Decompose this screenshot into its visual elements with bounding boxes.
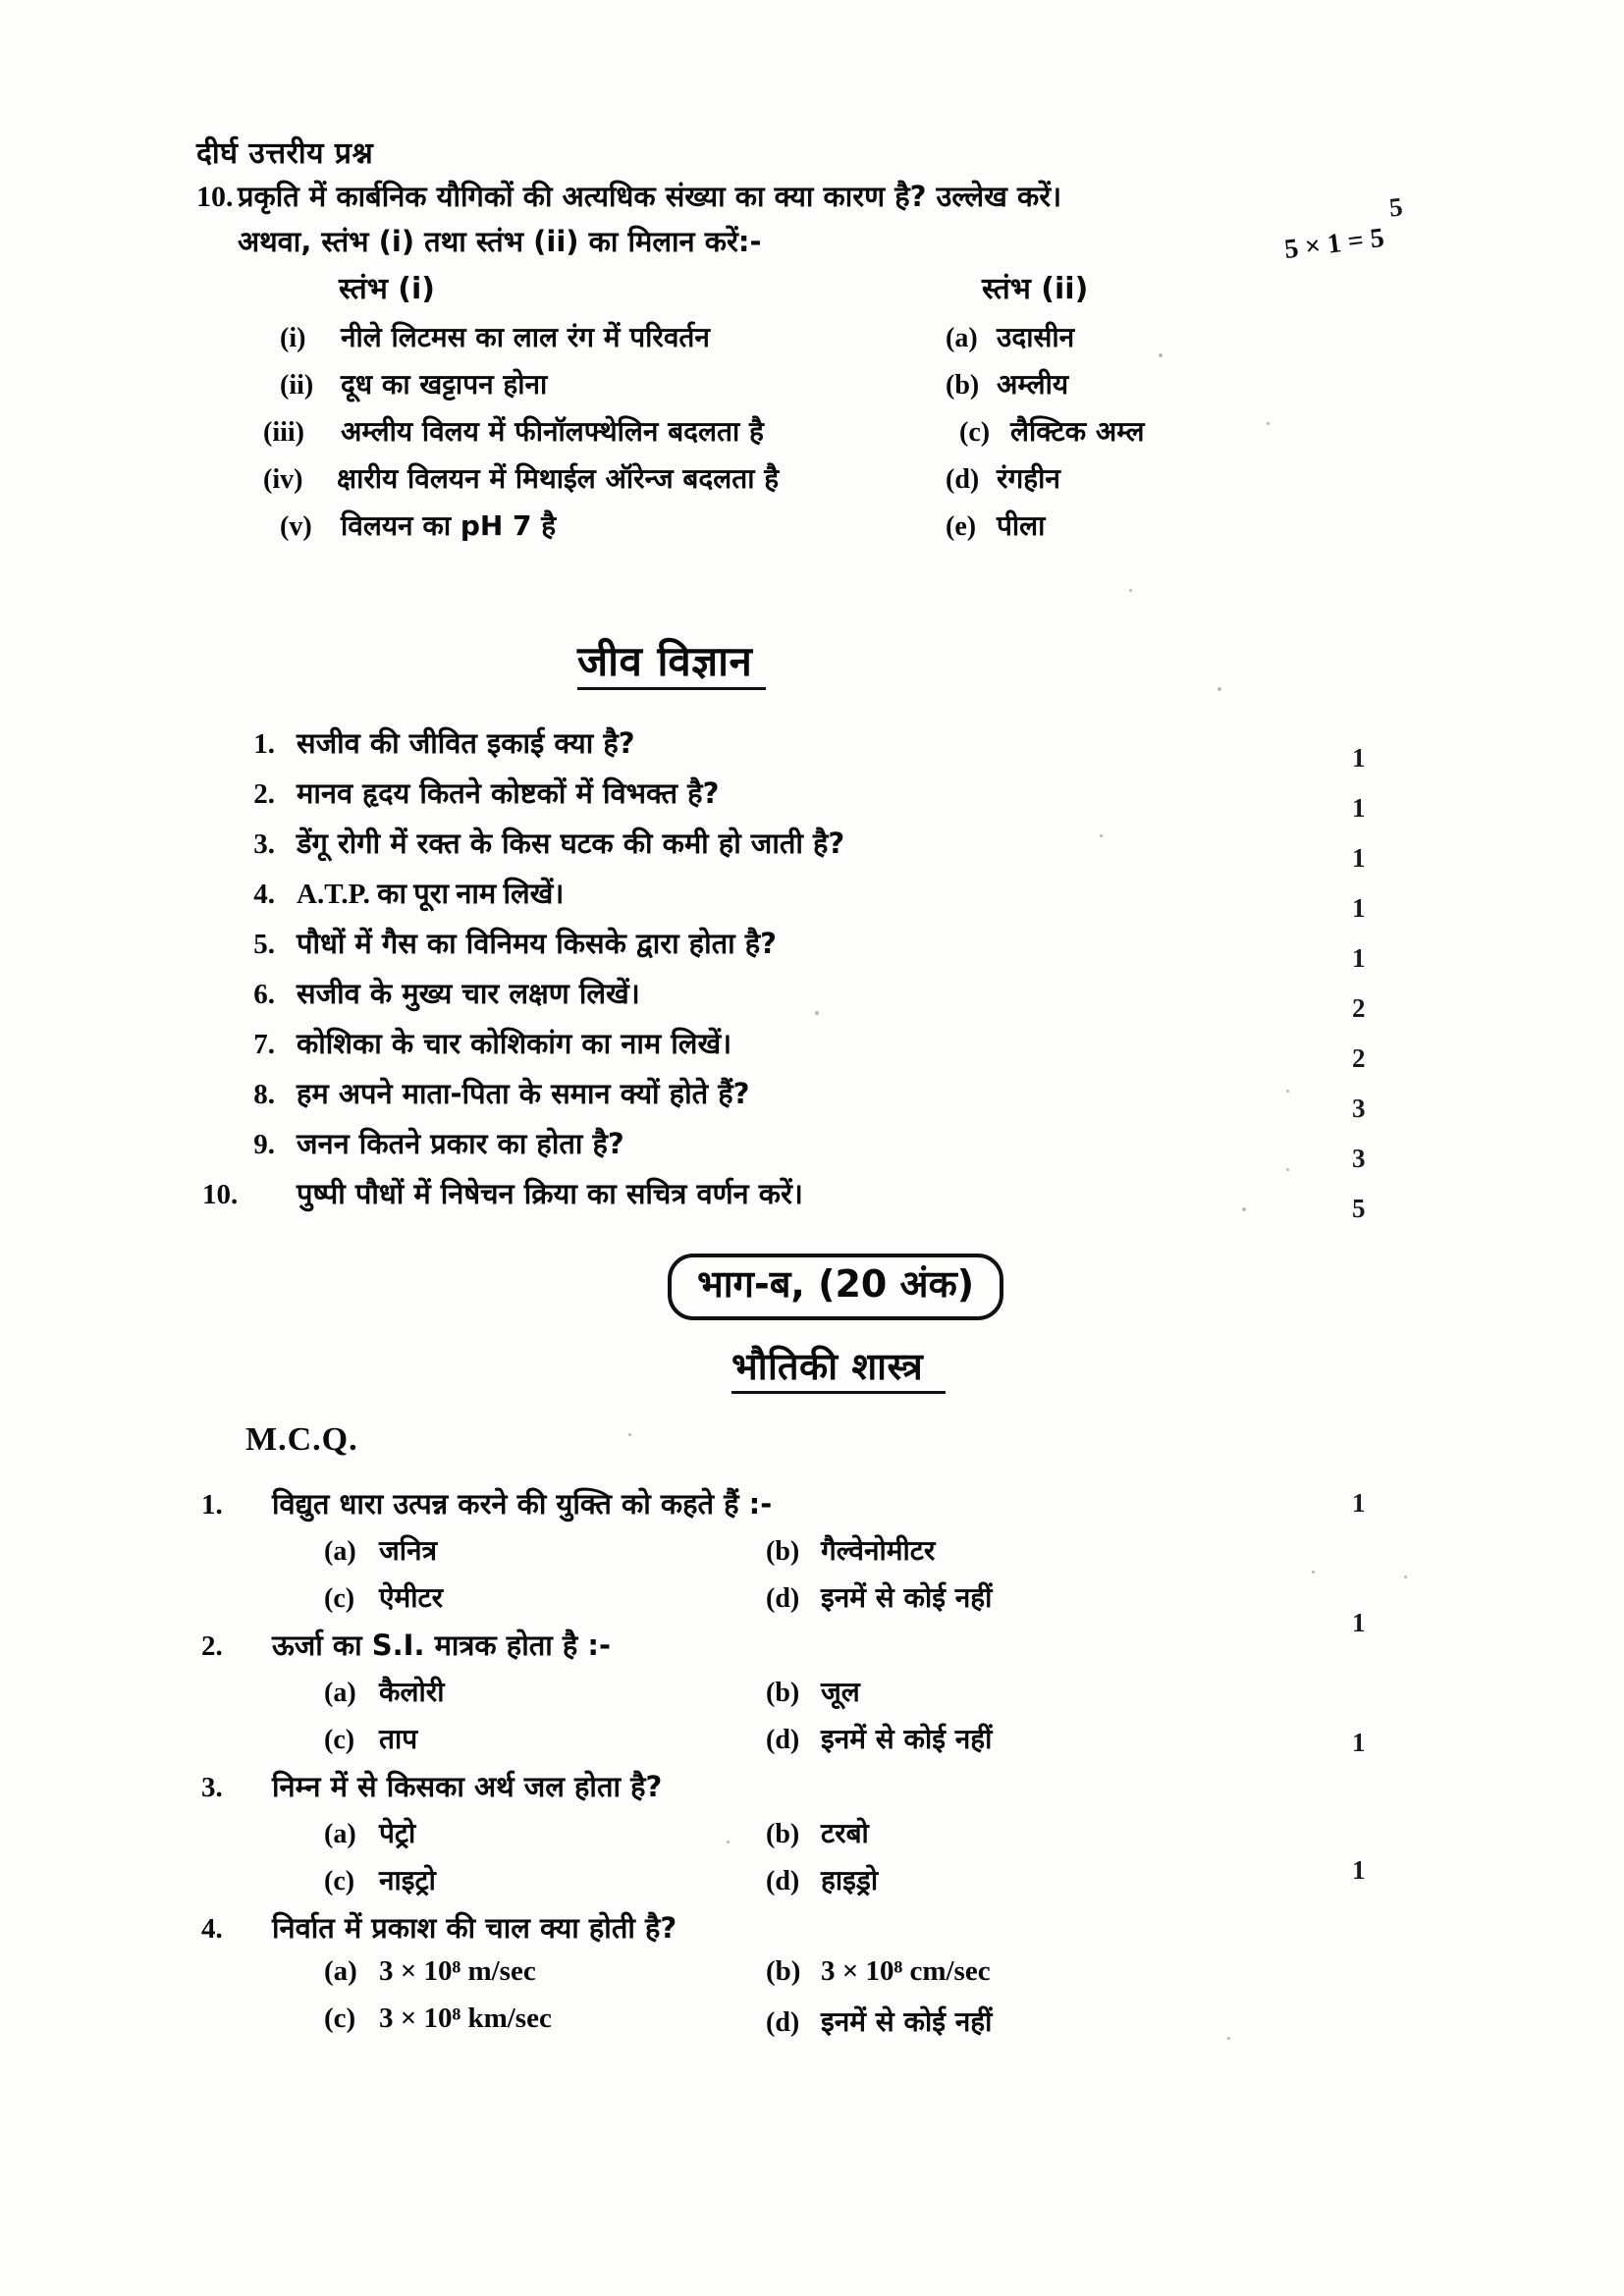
mcq-question-marks: 1 [1352, 1728, 1366, 1757]
mcq-question-text: विद्युत धारा उत्पन्न करने की युक्ति को कहते हैं :- [272, 1487, 773, 1521]
mcq-option-text: टरबो [821, 1817, 869, 1849]
mcq-option-tag: (b) [766, 1819, 800, 1849]
biology-question-row [221, 824, 844, 862]
biology-question-number: 8. [253, 1079, 275, 1110]
mcq-option-text: इनमें से कोई नहीं [821, 1723, 993, 1755]
question-10-marks: 5 [1387, 191, 1404, 223]
question-10-number: 10. [196, 181, 234, 213]
mcq-question-marks: 1 [1352, 1608, 1366, 1637]
mcq-option [324, 1955, 536, 1988]
biology-question-marks: 1 [1352, 943, 1366, 973]
biology-question-number: 10. [202, 1179, 239, 1210]
biology-question-marks: 3 [1352, 1144, 1366, 1173]
mcq-question-text: निम्न में से किसका अर्थ जल होता है? [272, 1770, 663, 1803]
biology-question-marks: 1 [1352, 793, 1366, 823]
mcq-question-marks: 1 [1352, 1488, 1366, 1518]
biology-question-marks: 5 [1352, 1194, 1366, 1223]
biology-question-number: 9. [253, 1129, 275, 1160]
match-left-item [280, 318, 710, 355]
biology-question-row [221, 1074, 749, 1112]
biology-question-number: 6. [253, 979, 275, 1010]
mcq-option [766, 1531, 935, 1569]
match-right-item [946, 507, 1045, 544]
part-b-box: भाग-ब, (20 अंक) [668, 1254, 1003, 1320]
mcq-option-text: 3 × 10⁸ cm/sec [821, 1955, 991, 1987]
mcq-option-tag: (a) [324, 1678, 356, 1708]
match-left-item-tag: (i) [280, 323, 306, 353]
mcq-option-text: जनित्र [379, 1534, 438, 1567]
mcq-option [766, 1814, 869, 1851]
long-answer-heading: दीर्घ उत्तरीय प्रश्न [196, 136, 374, 171]
match-right-item-text: रंगहीन [997, 462, 1060, 495]
mcq-question-row [201, 1908, 677, 1947]
match-left-item-tag: (ii) [280, 370, 314, 400]
mcq-option [324, 1720, 417, 1757]
match-left-item [263, 412, 764, 450]
mcq-option-text: हाइड्रो [821, 1864, 879, 1896]
biology-question-row [221, 1024, 731, 1062]
biology-question-text: डेंगू रोगी में रक्त के किस घटक की कमी हो जाती है? [297, 827, 845, 860]
biology-question-text: जनन कितने प्रकार का होता है? [297, 1127, 624, 1160]
physics-heading-underline [731, 1391, 946, 1394]
match-left-item-text: अम्लीय विलय में फीनॉलफ्थेलिन बदलता है [341, 415, 764, 448]
mcq-option [766, 1861, 878, 1898]
biology-question-text: मानव हृदय कितने कोष्टकों में विभक्त है? [297, 776, 720, 810]
match-right-item-tag: (b) [946, 370, 980, 400]
mcq-question-number: 4. [201, 1913, 223, 1945]
mcq-option-tag: (c) [324, 2002, 356, 2034]
mcq-question-row [201, 1484, 772, 1522]
mcq-option [766, 1720, 992, 1757]
match-right-item [946, 365, 1068, 402]
mcq-option [766, 1673, 860, 1710]
match-right-item [959, 412, 1144, 450]
mcq-option-text: ताप [379, 1723, 418, 1755]
match-left-item-text: विलयन का pH 7 है [341, 509, 557, 542]
mcq-option-text: पेट्रो [379, 1817, 416, 1849]
match-left-item-text: नीले लिटमस का लाल रंग में परिवर्तन [341, 321, 710, 353]
biology-question-number: 1. [253, 728, 275, 760]
mcq-option-tag: (a) [324, 1955, 357, 1987]
mcq-question-marks: 1 [1352, 1855, 1366, 1885]
question-10-text: प्रकृति में कार्बनिक यौगिकों की अत्यधिक संख्या का क्या कारण है? उल्लेख करें। [238, 180, 1062, 213]
biology-question-text: A.T.P. का पूरा नाम लिखें। [297, 879, 565, 910]
match-left-item-text: क्षारीय विलयन में मिथाईल ऑरेन्ज बदलता है [337, 462, 780, 495]
match-right-item-tag: (d) [946, 464, 980, 495]
alternative-text: स्तंभ (i) तथा स्तंभ (ii) का मिलान करें:- [321, 225, 762, 258]
mcq-option-text: ऐमीटर [379, 1581, 444, 1614]
match-right-item-tag: (c) [959, 417, 991, 448]
mcq-option-tag: (a) [324, 1819, 356, 1849]
biology-question-text: सजीव की जीवित इकाई क्या है? [297, 726, 635, 760]
question-10-alternative-row [238, 222, 762, 260]
mcq-question-number: 1. [201, 1489, 223, 1521]
match-right-item [946, 459, 1060, 497]
mcq-question-number: 2. [201, 1630, 223, 1662]
biology-question-marks: 3 [1352, 1094, 1366, 1123]
mcq-option-tag: (b) [766, 1536, 800, 1567]
match-right-item-tag: (a) [946, 323, 978, 353]
mcq-option-text: गैल्वेनोमीटर [821, 1534, 936, 1567]
alternative-prefix: अथवा, [238, 225, 312, 258]
mcq-option-text: इनमें से कोई नहीं [821, 1581, 993, 1614]
mcq-question-text: निर्वात में प्रकाश की चाल क्या होती है? [272, 1911, 677, 1945]
physics-heading: भौतिकी शास्त्र [731, 1345, 924, 1388]
match-left-item [263, 459, 779, 497]
question-10-row [196, 177, 1061, 215]
biology-heading-underline [577, 687, 766, 690]
biology-question-marks: 2 [1352, 1043, 1366, 1073]
biology-question-row [221, 974, 640, 1012]
mcq-option-tag: (a) [324, 1536, 356, 1567]
biology-question-text: हम अपने माता-पिता के समान क्यों होते हैं? [297, 1077, 750, 1110]
biology-question-number: 2. [253, 778, 275, 810]
biology-question-number: 5. [253, 929, 275, 960]
mcq-option-text: 3 × 10⁸ km/sec [379, 2002, 552, 2034]
mcq-option [324, 1861, 436, 1898]
mcq-option [324, 1578, 443, 1616]
mcq-option-tag: (d) [766, 1583, 800, 1614]
biology-question-marks: 1 [1352, 743, 1366, 773]
match-left-item-tag: (v) [280, 511, 312, 542]
biology-question-text: पुष्पी पौधों में निषेचन क्रिया का सचित्र वर्णन करें। [297, 1177, 803, 1210]
mcq-question-row [201, 1767, 662, 1805]
alternative-marks: 5 × 1 = 5 [1282, 222, 1386, 266]
biology-question-text: सजीव के मुख्य चार लक्षण लिखें। [297, 977, 640, 1010]
mcq-option [766, 1578, 992, 1616]
mcq-question-text: ऊर्जा का S.I. मात्रक होता है :- [272, 1629, 611, 1662]
biology-question-row [221, 924, 777, 962]
biology-question-number: 3. [253, 828, 275, 860]
mcq-option-tag: (d) [766, 1725, 800, 1755]
match-right-item-text: उदासीन [997, 321, 1075, 353]
mcq-option-tag: (d) [766, 2007, 800, 2038]
mcq-option-tag: (c) [324, 1725, 355, 1755]
match-column-2-header: स्तंभ (ii) [982, 272, 1089, 306]
mcq-option-tag: (c) [324, 1583, 355, 1614]
mcq-option-tag: (b) [766, 1955, 801, 1987]
mcq-option-text: इनमें से कोई नहीं [821, 2005, 993, 2038]
mcq-option [766, 1955, 991, 1988]
biology-question-row [221, 774, 719, 812]
match-left-item-tag: (iv) [263, 464, 303, 495]
match-left-item-text: दूध का खट्टापन होना [341, 368, 548, 400]
mcq-option-tag: (c) [324, 1866, 355, 1896]
match-right-item-text: अम्लीय [997, 368, 1069, 400]
biology-question-row [221, 874, 564, 912]
mcq-option-text: जूल [821, 1676, 860, 1708]
biology-question-row [221, 723, 635, 762]
mcq-question-number: 3. [201, 1772, 223, 1803]
biology-question-row [221, 1124, 624, 1162]
biology-question-marks: 1 [1352, 893, 1366, 923]
match-left-item-tag: (iii) [263, 417, 304, 448]
mcq-option [324, 2002, 552, 2035]
match-right-item-tag: (e) [946, 511, 977, 542]
mcq-label: M.C.Q. [245, 1421, 358, 1458]
biology-question-row [202, 1174, 803, 1212]
mcq-option [324, 1673, 444, 1710]
match-right-item-text: पीला [997, 509, 1046, 542]
biology-question-number: 7. [253, 1029, 275, 1060]
biology-question-text: कोशिका के चार कोशिकांग का नाम लिखें। [297, 1027, 732, 1060]
match-right-item-text: लैक्टिक अम्ल [1010, 415, 1145, 448]
match-right-item [946, 318, 1074, 355]
biology-question-number: 4. [253, 879, 275, 910]
biology-question-text: पौधों में गैस का विनिमय किसके द्वारा होता है? [297, 927, 777, 960]
mcq-option-text: नाइट्रो [379, 1864, 436, 1896]
mcq-option-tag: (b) [766, 1678, 800, 1708]
mcq-option-text: कैलोरी [379, 1676, 445, 1708]
biology-question-marks: 1 [1352, 843, 1366, 873]
match-left-item [280, 365, 547, 402]
mcq-option [766, 2002, 992, 2040]
biology-question-marks: 2 [1352, 993, 1366, 1023]
mcq-option-text: 3 × 10⁸ m/sec [379, 1955, 536, 1987]
match-left-item [280, 507, 556, 544]
mcq-option [324, 1531, 437, 1569]
mcq-option [324, 1814, 415, 1851]
mcq-question-row [201, 1626, 611, 1664]
biology-heading: जीव विज्ञान [577, 637, 753, 685]
match-column-1-header: स्तंभ (i) [339, 272, 436, 306]
mcq-option-tag: (d) [766, 1866, 800, 1896]
